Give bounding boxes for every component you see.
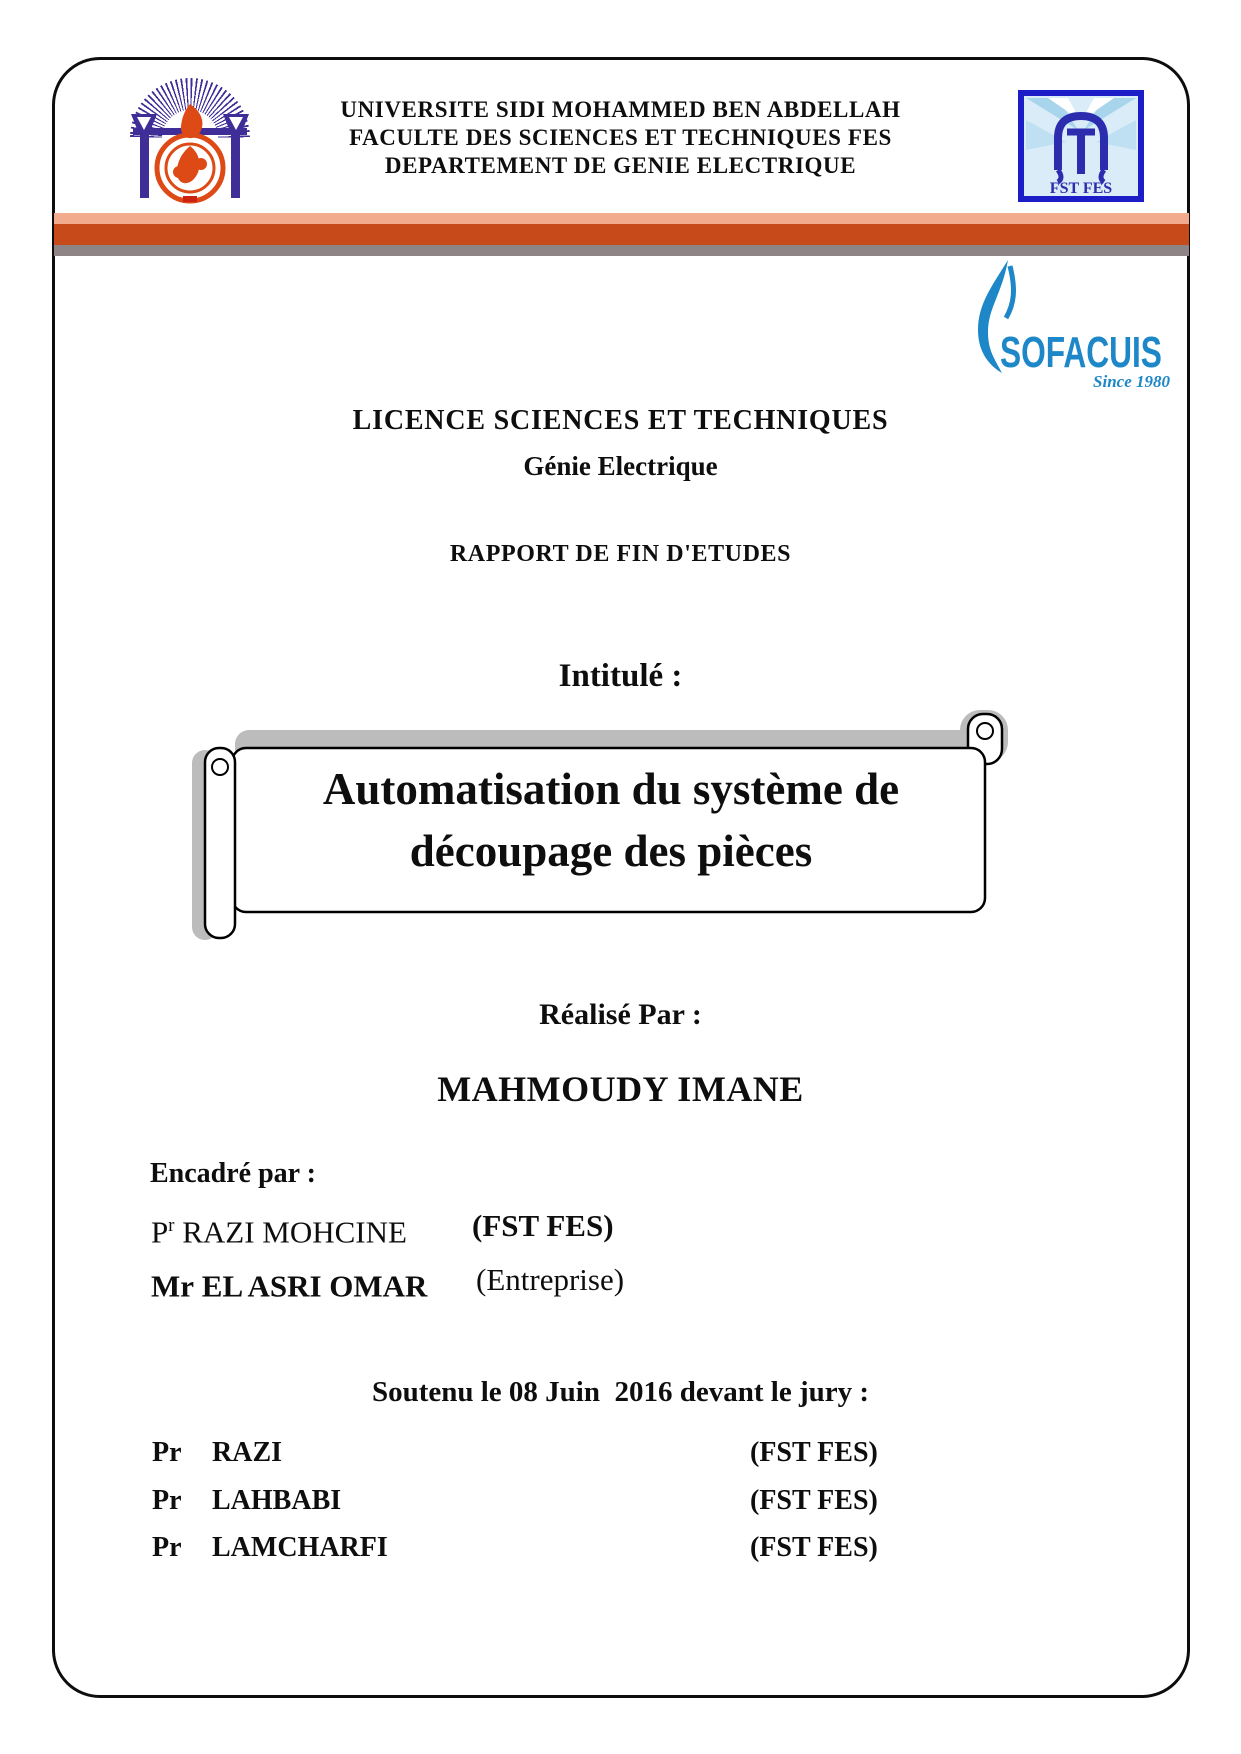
report-type: RAPPORT DE FIN D'ETUDES: [449, 541, 792, 567]
separator-bar-salmon: [54, 213, 1189, 224]
program-title: LICENCE SCIENCES ET TECHNIQUES: [352, 405, 889, 436]
supervisor-affiliation: (Entreprise): [476, 1262, 625, 1297]
supervisor-name: $P^r$ RAZI MOHCINE: [151, 1214, 407, 1250]
jury-member-title: Pr: [152, 1485, 182, 1516]
author-name: MAHMOUDY IMANE: [437, 1069, 804, 1109]
supervisor-name: Mr EL ASRI OMAR: [151, 1268, 428, 1304]
author-label: Réalisé Par :: [539, 998, 702, 1031]
sofacuis-wordmark: SOFACUIS: [1000, 328, 1162, 377]
supervisors-label: Encadré par :: [150, 1158, 316, 1189]
supervisor-affiliation: (FST FES): [472, 1208, 614, 1243]
jury-row: [0, 1483, 1241, 1519]
sofacuis-logo: [968, 252, 1188, 402]
jury-row: [0, 1435, 1241, 1471]
separator-bar-orange: [54, 224, 1189, 245]
department-name: DEPARTEMENT DE GENIE ELECTRIQUE: [384, 153, 857, 178]
report-title: [235, 752, 987, 918]
defense-line: Soutenu le 08 Juin 2016 devant le jury :: [371, 1376, 870, 1408]
jury-member-name: RAZI: [212, 1437, 283, 1468]
sofacuis-since-text: Since 1980: [1093, 372, 1170, 391]
jury-member-name: LAMCHARFI: [212, 1532, 388, 1563]
jury-member-title: Pr: [152, 1532, 182, 1563]
faculty-name: FACULTE DES SCIENCES ET TECHNIQUES FES: [349, 125, 892, 150]
jury-member-title: Pr: [152, 1437, 182, 1468]
fst-fes-logo-text: FST FES: [1049, 180, 1113, 197]
university-name: UNIVERSITE SIDI MOHAMMED BEN ABDELLAH: [340, 97, 901, 122]
jury-row: [0, 1530, 1241, 1566]
jury-member-name: LAHBABI: [212, 1485, 342, 1516]
supervisor-row: [0, 1206, 1241, 1250]
fst-fes-logo: [1018, 90, 1144, 202]
report-title-line1: Automatisation du système de: [322, 764, 900, 814]
title-label: Intitulé :: [558, 658, 683, 694]
program-subtitle: Génie Electrique: [523, 451, 718, 481]
jury-member-affiliation: (FST FES): [750, 1532, 878, 1563]
fst-fes-logo-icon: [1018, 90, 1144, 202]
jury-member-affiliation: (FST FES): [750, 1437, 878, 1468]
report-title-line2: découpage des pièces: [409, 826, 813, 876]
supervisor-row: [0, 1260, 1241, 1304]
jury-member-affiliation: (FST FES): [750, 1485, 878, 1516]
